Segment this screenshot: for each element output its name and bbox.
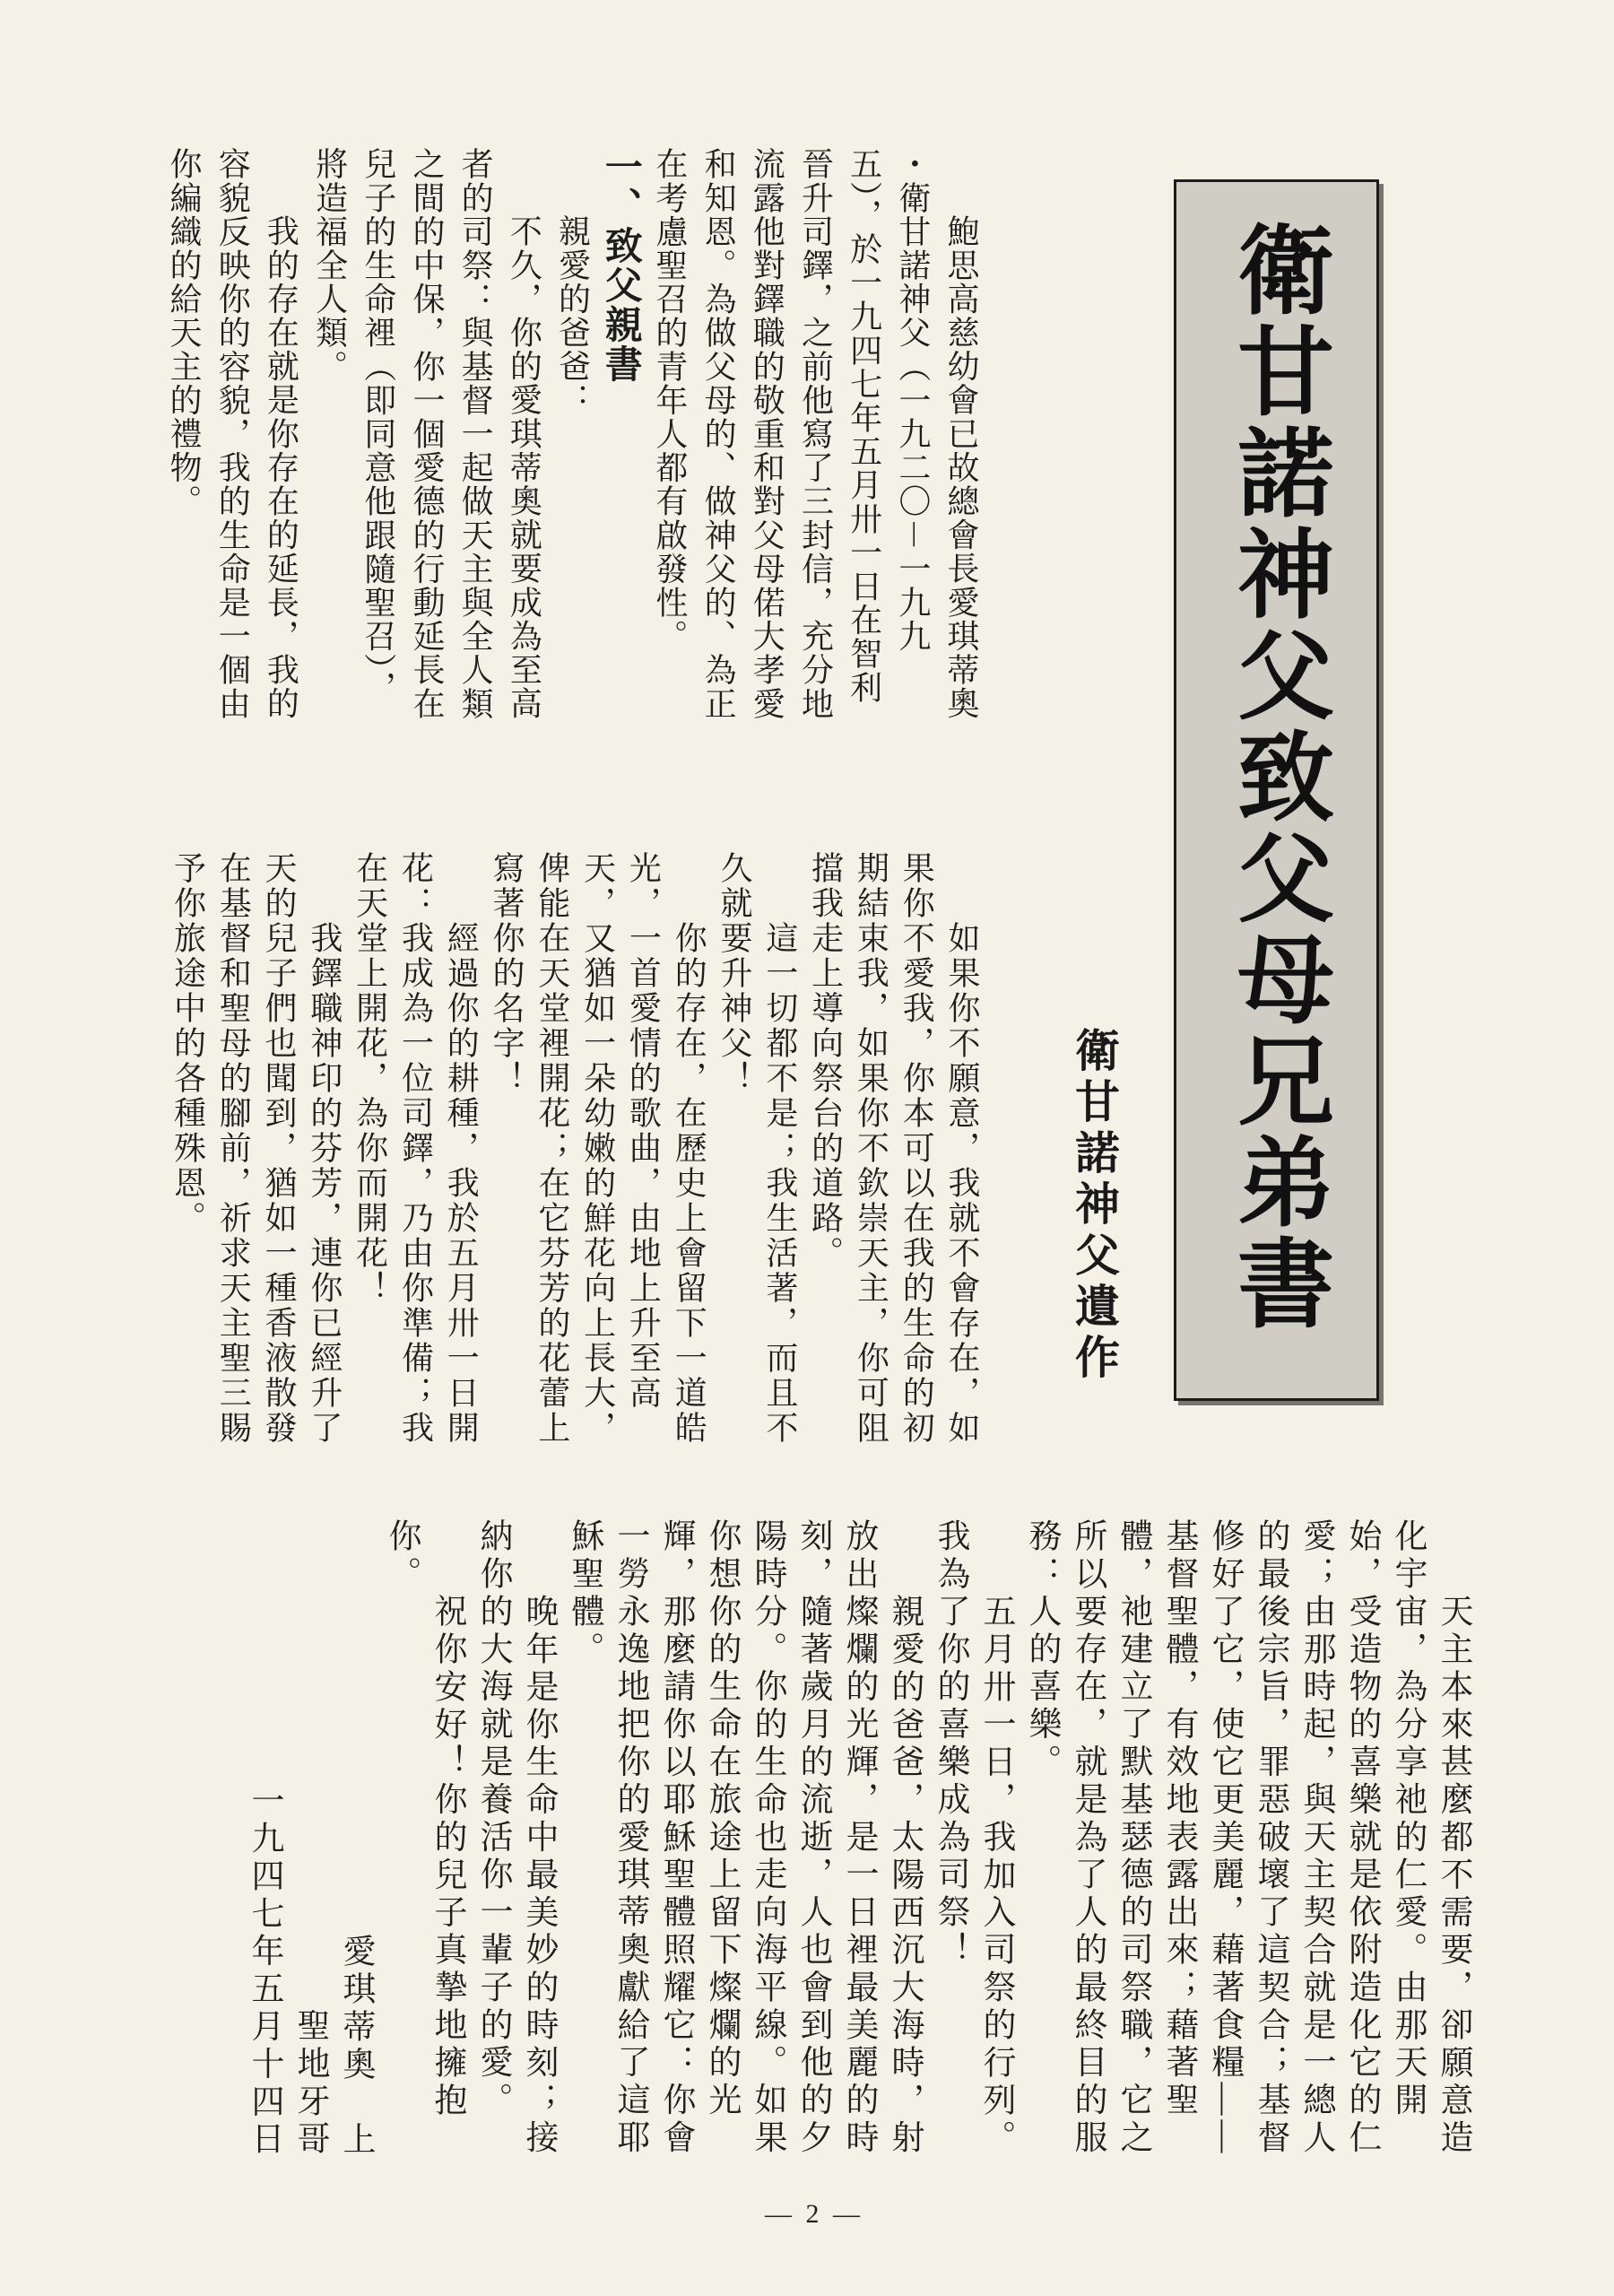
letter-column: 者的司祭：與基督一起做天主與全人類	[457, 147, 494, 721]
letter-column: 光，一首愛情的歌曲，由地上升至高	[625, 851, 662, 1411]
letter-column: 親愛的爸爸，太陽西沉大海時，射	[886, 1593, 923, 2158]
letter-column: 愛；由那時起，與天主契合就是一總人	[1297, 1518, 1334, 2158]
letter-column: 你編織的給天主的禮物。	[166, 147, 202, 518]
letter-column: 在天堂上開花，為你而開花！	[351, 851, 388, 1306]
letter-column: 經過你的耕種，我於五月卅一日開	[443, 921, 480, 1446]
page-number: — 2 —	[765, 2199, 863, 2229]
letter-column: 將造福全人類。	[311, 147, 348, 384]
intro-column: 五），於一九四七年五月卅一日在智利	[846, 147, 882, 705]
letter-column: 基督聖體，有效地表露出來；藉著聖	[1160, 1518, 1197, 2120]
letter-column: 輝，那麼請你以耶穌聖體照耀它：你會	[657, 1518, 694, 2158]
letter-column: 納你的大海就是養活你一輩子的愛。	[474, 1518, 511, 2120]
letter-column: 寫著你的名字！	[489, 851, 525, 1096]
letter-column: 祝你安好！你的兒子真摯地擁抱	[429, 1593, 465, 2120]
letter-column: 我鐸職神印的芬芳，連你已經升了	[306, 921, 343, 1446]
letter-column: 擋我走上導向祭台的道路。	[807, 851, 844, 1271]
intro-column: 鮑思高慈幼會已故總會長愛琪蒂奧	[943, 214, 979, 721]
intro-column: 晉升司鐸，之前他寫了三封信，充分地	[797, 147, 834, 721]
letter-column: 晚年是你生命中最美妙的時刻；接	[520, 1593, 557, 2158]
letter-column: 你。	[383, 1518, 420, 1594]
letter-column: 天的兒子們也聞到，猶如一種香液散發	[261, 851, 298, 1446]
intro-column: 和知恩。為做父母的、做神父的、為正	[700, 147, 737, 721]
letter-column: 化宇宙，為分享祂的仁愛。由那天開	[1389, 1518, 1426, 2120]
section-heading: 一、致父親書	[599, 147, 644, 384]
letter-column: 體，祂建立了默基瑟德的司祭職，它之	[1115, 1518, 1151, 2158]
letter-column: 刻，隨著歲月的流逝，人也會到他的夕	[794, 1518, 831, 2158]
title-box	[1174, 179, 1379, 1401]
letter-column: 的最後宗旨，罪惡破壞了這契合；基督	[1252, 1518, 1289, 2158]
letter-column: 務：人的喜樂。	[1023, 1518, 1060, 1782]
letter-column: 天，又猶如一朵幼嫩的鮮花向上長大，	[579, 851, 616, 1446]
article-middle-section	[164, 851, 985, 1448]
letter-column: 不久，你的愛琪蒂奧就要成為至高	[506, 214, 542, 721]
letter-column: 親愛的爸爸：	[554, 214, 591, 417]
letter-column: 俾能在天堂裡開花；在它芬芳的花蕾上	[534, 851, 570, 1446]
letter-column: 五月卅一日，我加入司祭的行列。	[977, 1593, 1014, 2158]
letter-column: 陽時分。你的生命也走向海平線。如果	[749, 1518, 785, 2158]
letter-column: 予你旅途中的各種殊恩。	[169, 851, 206, 1236]
intro-column: ・衛甘諾神父（一九二〇－一九九	[894, 147, 931, 653]
letter-column: 之間的中保，你一個愛德的行動延長在	[408, 147, 445, 721]
intro-column: 在考慮聖召的青年人都有啟發性。	[651, 147, 688, 653]
signature-place: 聖地牙哥	[291, 2008, 328, 2159]
letter-column: 一勞永逸地把你的愛琪蒂奧獻給了這耶	[612, 1518, 648, 2158]
letter-column: 在基督和聖母的腳前，祈求天主聖三賜	[215, 851, 252, 1446]
letter-column: 我的存在就是你存在的延長，我的	[263, 214, 299, 721]
letter-column: 花：我成為一位司鐸，乃由你準備；我	[397, 851, 434, 1446]
letter-column: 這一切都不是；我生活著，而且不	[761, 921, 798, 1446]
letter-column: 如果你不願意，我就不會存在，如	[944, 921, 980, 1446]
signature-name: 愛琪蒂奧 上	[337, 1933, 374, 2159]
letter-column: 你想你的生命在旅途上留下燦爛的光	[703, 1518, 740, 2120]
letter-column: 穌聖體。	[566, 1518, 603, 1669]
letter-column: 放出燦爛的光輝，是一日裡最美麗的時	[840, 1518, 877, 2158]
article-bottom-section	[240, 1518, 1476, 2159]
letter-column: 所以要存在，就是為了人的最終目的服	[1069, 1518, 1106, 2158]
letter-column: 你的存在，在歷史上會留下一道皓	[671, 921, 707, 1446]
article-title: 衛甘諾神父致父母兄弟書	[1220, 220, 1333, 1335]
intro-column: 流露他對鐸職的敬重和對父母偌大孝愛	[749, 147, 785, 721]
signature-date: 一九四七年五月十四日	[246, 1783, 282, 2159]
article-top-section	[160, 147, 985, 723]
author-byline: 衛甘諾神父遺作	[1068, 1027, 1120, 1385]
letter-column: 期結束我，如果你不欽崇天主，你可阻	[853, 851, 889, 1446]
letter-column: 修好了它，使它更美麗，藉著食糧——	[1206, 1518, 1243, 2158]
letter-column: 天主本來甚麼都不需要，卻願意造	[1435, 1593, 1471, 2158]
letter-column: 久就要升神父！	[716, 851, 753, 1096]
letter-column: 我為了你的喜樂成為司祭！	[932, 1518, 968, 1970]
letter-column: 兒子的生命裡（即同意他跟隨聖召），	[360, 147, 396, 705]
letter-column: 容貌反映你的容貌，我的生命是一個由	[214, 147, 251, 721]
letter-column: 果你不愛我，你本可以在我的生命的初	[898, 851, 935, 1446]
letter-column: 始，受造物的喜樂就是依附造化它的仁	[1343, 1518, 1380, 2158]
